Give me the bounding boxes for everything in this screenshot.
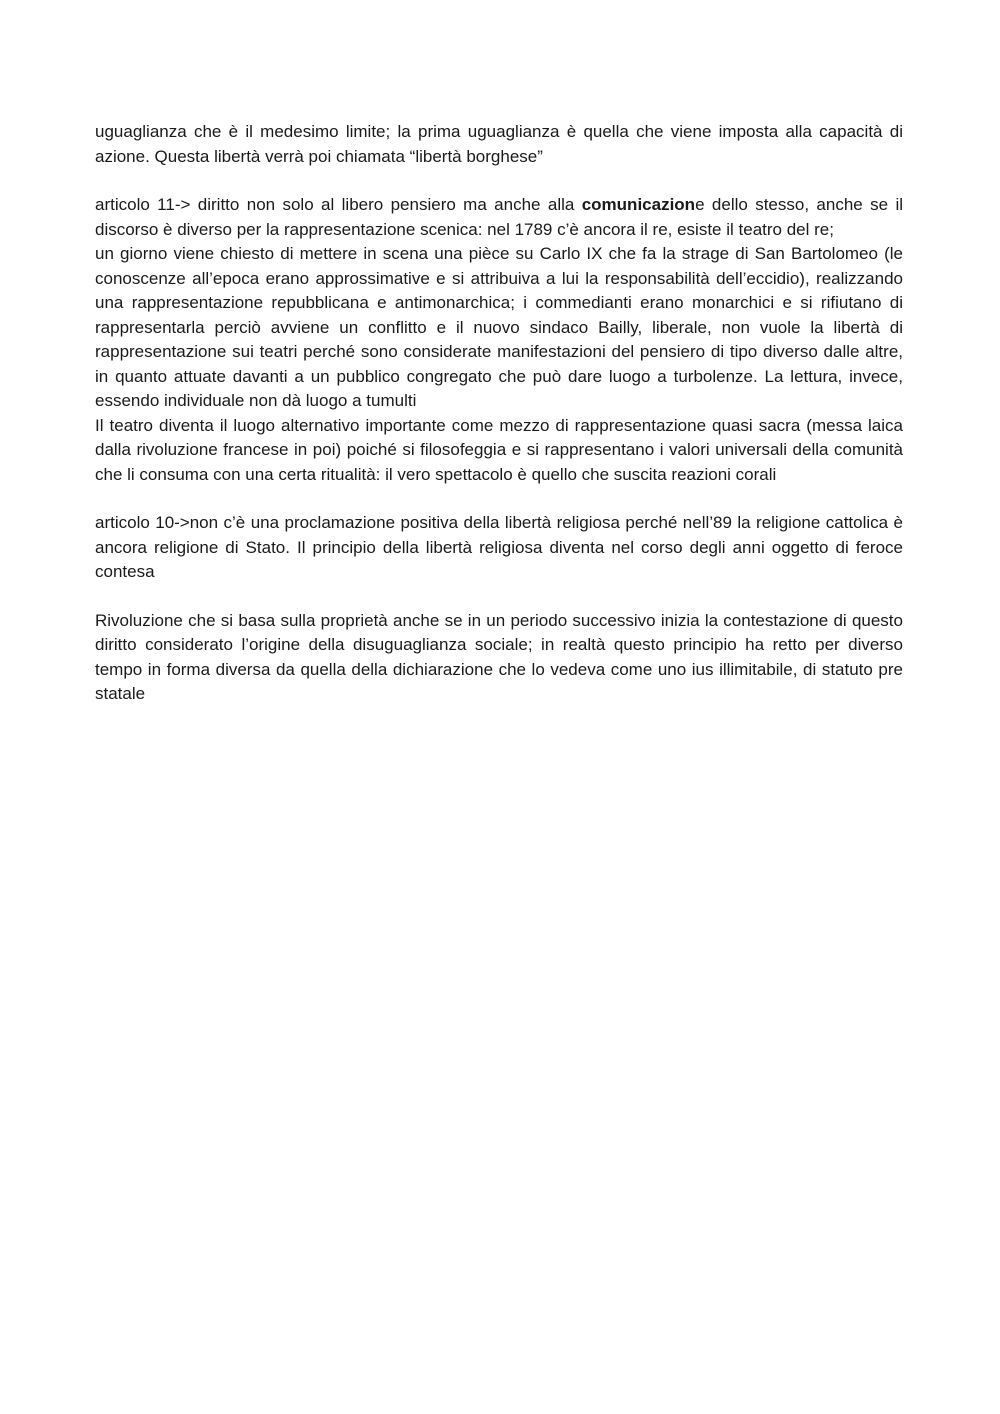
paragraph-articolo-10: articolo 10->non c’è una proclamazione positiva della libertà religiosa perché nell’89 la religione cattolica è ancora religione di Stato. Il principio della libertà religiosa diventa nel corso degli anni oggetto di feroce contesa (95, 513, 903, 581)
paragraph-articolo-11 (95, 193, 903, 242)
bold-keyword: comunicazion (581, 195, 696, 214)
paragraph-proprieta: Rivoluzione che si basa sulla proprietà anche se in un periodo successivo inizia la contestazione di questo diritto considerato l’origine della disuguaglianza sociale; in realtà questo principio ha retto per diverso tempo in forma diversa da quella della dichiarazione che lo vedeva come uno ius illimitabile, di statuto pre statale (95, 610, 903, 703)
document-body (95, 120, 903, 707)
paragraph-teatro: Il teatro diventa il luogo alternativo importante come mezzo di rappresentazione quasi sacra (messa laica dalla rivoluzione francese in poi) poiché si filosofeggia e si rappresentano i valori universali della comunità che li consuma con una certa ritualità: il vero spettacolo è quello che suscita reazioni corali (95, 415, 903, 484)
paragraph-liberta-borghese: uguaglianza che è il medesimo limite; la prima uguaglianza è quella che viene imposta alla capacità di azione. Questa libertà verrà poi chiamata “libertà borghese” (95, 122, 903, 166)
paragraph-text: e dello stesso, anche se il discorso è diverso per la rappresentazione scenica: nel 1789 c’è ancora il re, esiste il teatro del re; (95, 195, 904, 239)
paragraph-text: articolo 11-> diritto non solo al libero pensiero ma anche alla (95, 195, 582, 214)
paragraph-carlo-ix: un giorno viene chiesto di mettere in scena una pièce su Carlo IX che fa la strage di San Bartolomeo (le conoscenze all’epoca erano approssimative e si attribuiva a lui la responsabilità dell’eccidio), realizzando una rappresentazione repubblicana e antimonarchica; i commedianti erano monarchici e si rifiutano di rappresentarla perciò avviene un conflitto e il nuovo sindaco Bailly, liberale, non vuole la libertà di rappresentazione sui teatri perché sono considerate manifestazioni del pensiero di tipo diverso dalle altre, in quanto attuate davanti a un pubblico congregato che può dare luogo a turbolenze. La lettura, invece, essendo individuale non dà luogo a tumulti (95, 244, 903, 410)
